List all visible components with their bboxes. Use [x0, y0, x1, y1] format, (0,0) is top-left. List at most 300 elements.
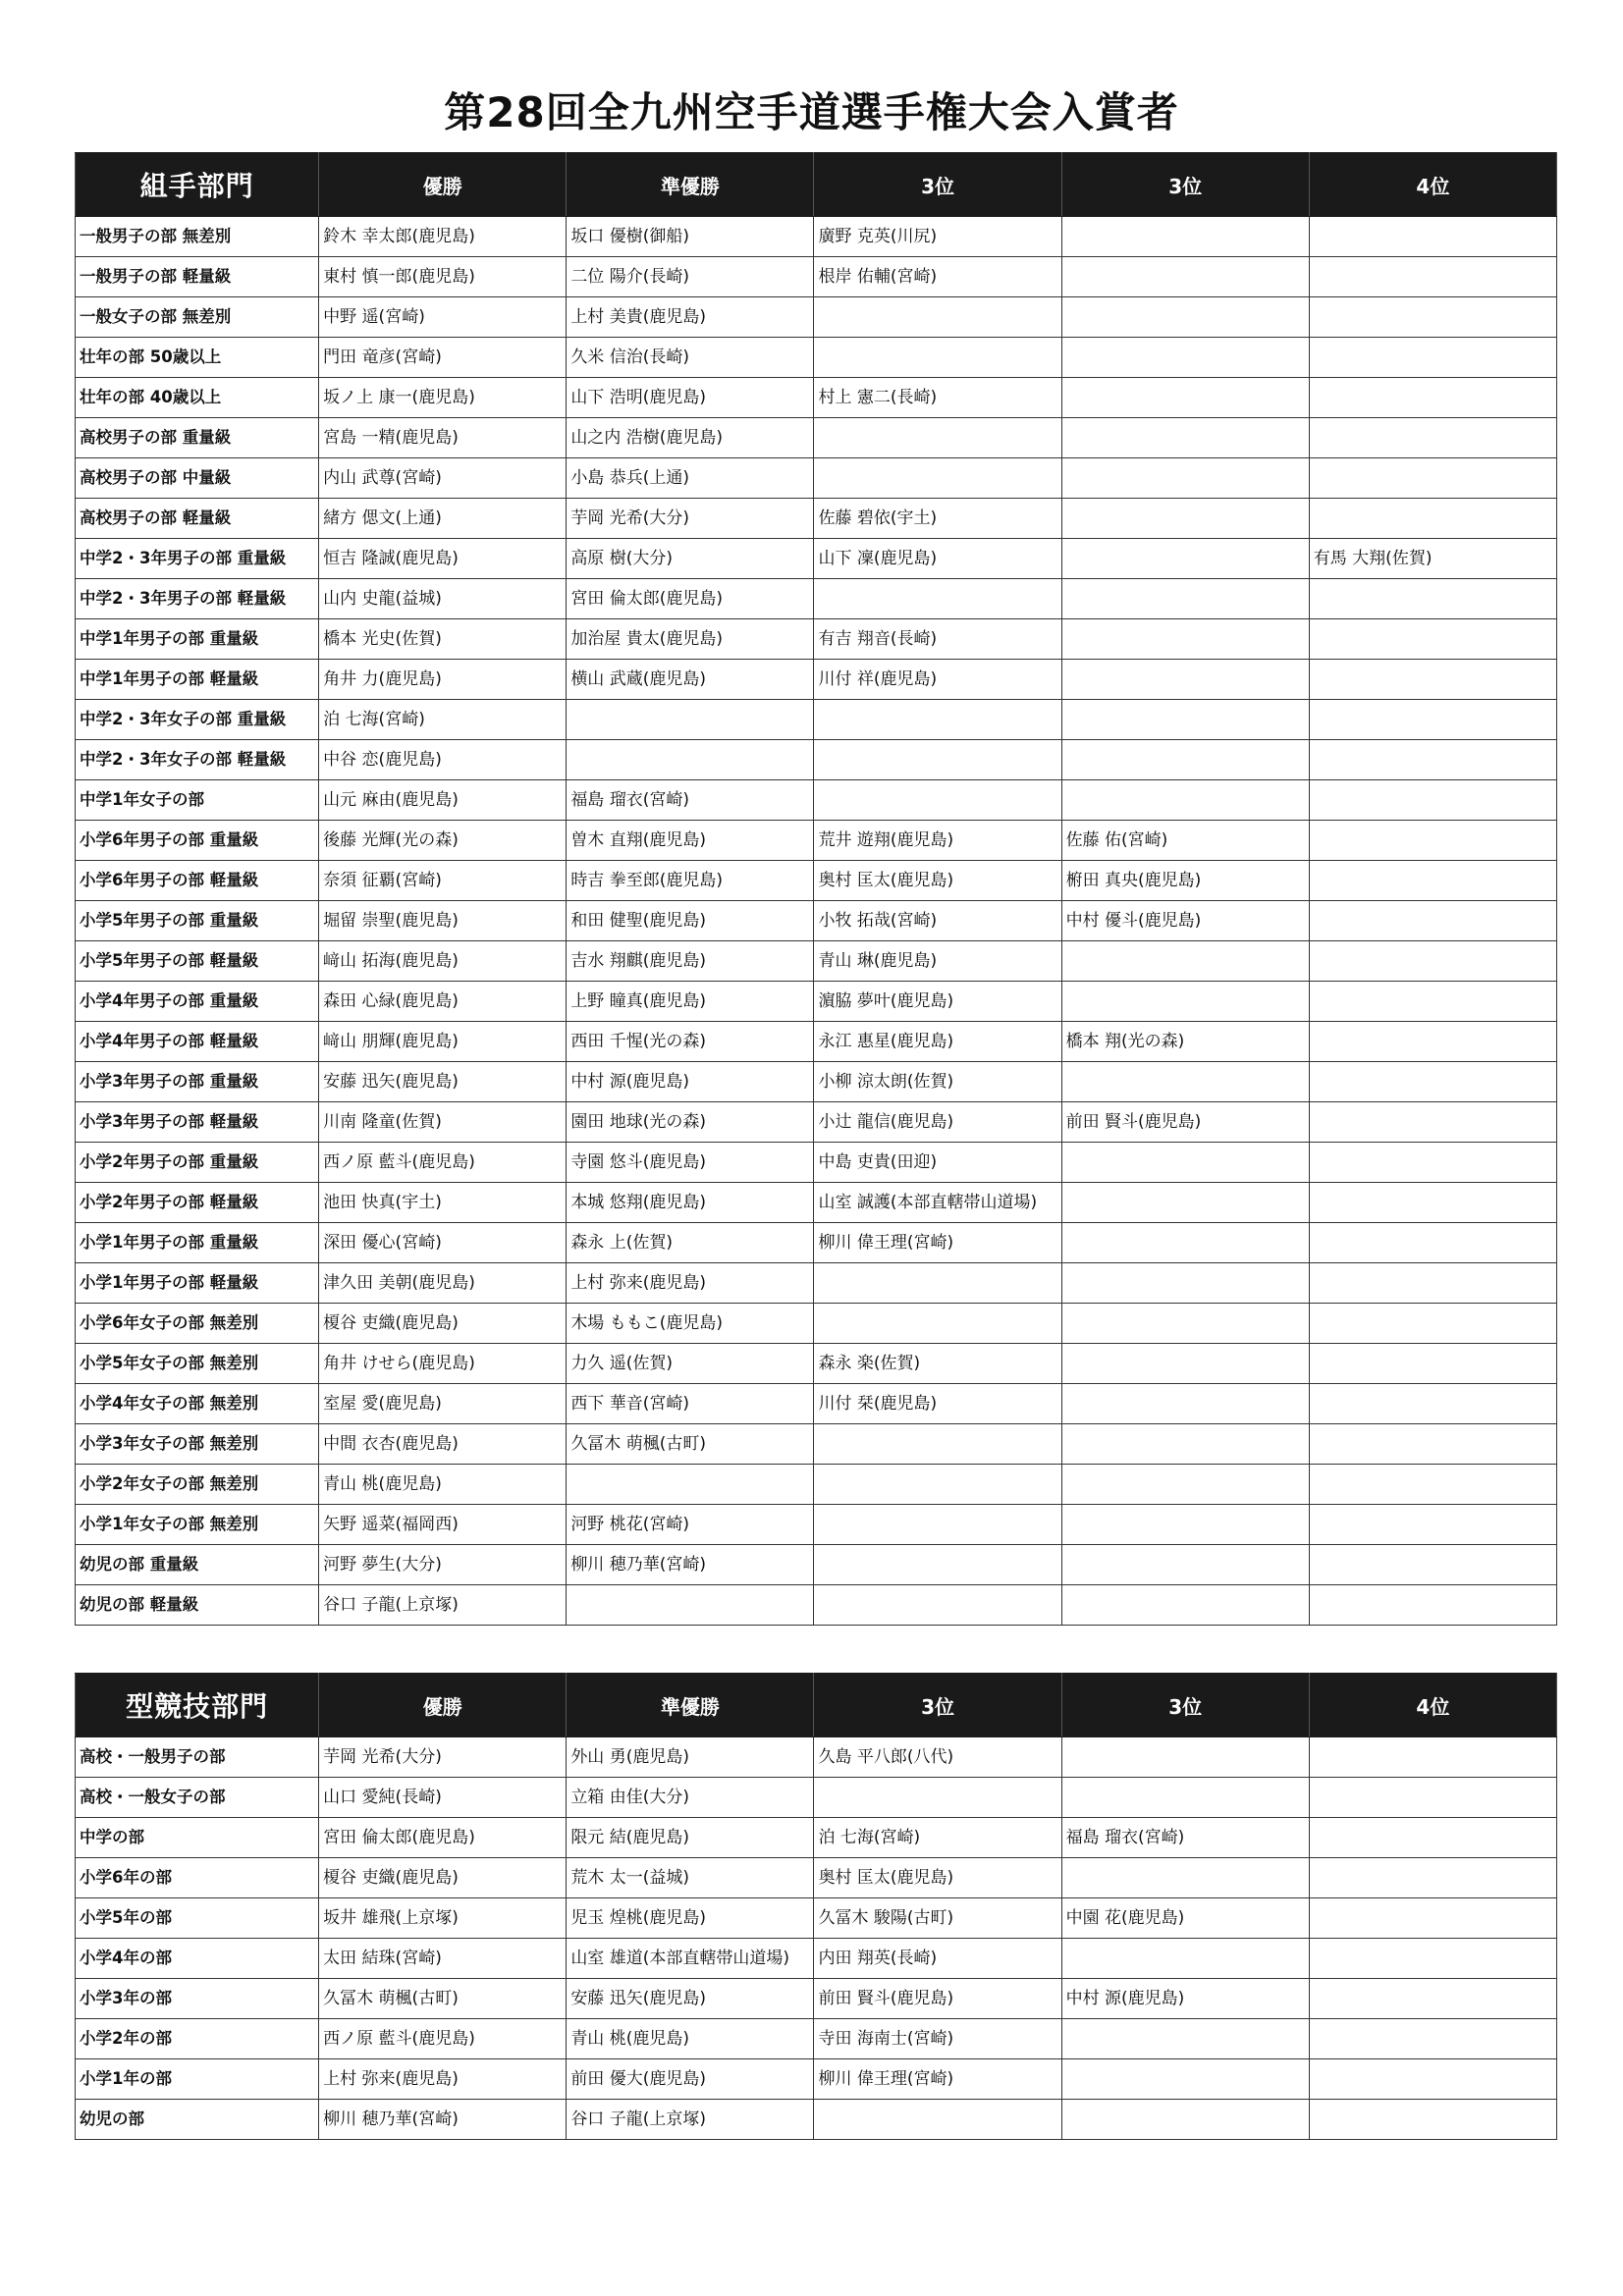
category-cell: 中学の部	[76, 1818, 319, 1858]
winner-cell: 高原 樹(大分)	[567, 539, 814, 579]
winner-cell	[1309, 1465, 1556, 1505]
winner-cell: 芋岡 光希(大分)	[319, 1737, 567, 1778]
category-cell: 小学1年男子の部 軽量級	[76, 1263, 319, 1304]
winner-cell: 久冨木 萌楓(古町)	[319, 1979, 567, 2019]
winner-cell	[1309, 982, 1556, 1022]
winner-cell: 池田 快真(宇土)	[319, 1183, 567, 1223]
winner-cell: 中村 源(鹿児島)	[1061, 1979, 1309, 2019]
winner-cell: 坂ノ上 康一(鹿児島)	[319, 378, 567, 418]
table-row	[76, 1465, 1557, 1505]
winner-cell: 前田 賢斗(鹿児島)	[814, 1979, 1061, 2019]
winner-cell	[814, 1304, 1061, 1344]
winner-cell: 上村 美貴(鹿児島)	[567, 297, 814, 338]
table-row	[76, 2019, 1557, 2059]
winner-cell	[1061, 1778, 1309, 1818]
category-cell: 壮年の部 50歳以上	[76, 338, 319, 378]
category-cell: 中学1年男子の部 重量級	[76, 619, 319, 660]
table-row	[76, 1939, 1557, 1979]
winner-cell	[1061, 1545, 1309, 1585]
table-row	[76, 338, 1557, 378]
winner-cell: 榎谷 吏織(鹿児島)	[319, 1304, 567, 1344]
category-cell: 小学1年男子の部 重量級	[76, 1223, 319, 1263]
winner-cell	[1309, 740, 1556, 780]
category-cell: 小学5年女子の部 無差別	[76, 1344, 319, 1384]
winner-cell	[1061, 780, 1309, 821]
table-row	[76, 1062, 1557, 1102]
winner-cell: 小辻 龍信(鹿児島)	[814, 1102, 1061, 1143]
winner-cell	[1061, 338, 1309, 378]
winner-cell: 横山 武蔵(鹿児島)	[567, 660, 814, 700]
winner-cell: 廣野 克英(川尻)	[814, 217, 1061, 257]
winner-cell	[1061, 1505, 1309, 1545]
winner-cell: 内田 翔英(長崎)	[814, 1939, 1061, 1979]
winner-cell: 深田 優心(宮崎)	[319, 1223, 567, 1263]
winner-cell	[1309, 1737, 1556, 1778]
category-cell: 中学2・3年女子の部 重量級	[76, 700, 319, 740]
winner-cell	[1309, 1505, 1556, 1545]
winner-cell	[1061, 499, 1309, 539]
winner-cell: 椨田 真央(鹿児島)	[1061, 861, 1309, 901]
winner-cell: 角井 力(鹿児島)	[319, 660, 567, 700]
kumite-results-table	[75, 152, 1557, 1626]
winner-cell: 奥村 匡太(鹿児島)	[814, 861, 1061, 901]
winner-cell: 小柳 涼太朗(佐賀)	[814, 1062, 1061, 1102]
kata-third-place-header: 3位	[814, 1674, 1061, 1737]
winner-cell: 西ノ原 藍斗(鹿児島)	[319, 2019, 567, 2059]
table-row	[76, 941, 1557, 982]
winner-cell: 坂口 優樹(御船)	[567, 217, 814, 257]
winner-cell: 門田 竜彦(宮崎)	[319, 338, 567, 378]
winner-cell: 根岸 佑輔(宮崎)	[814, 257, 1061, 297]
winner-cell: 﨑山 拓海(鹿児島)	[319, 941, 567, 982]
winner-cell: 久冨木 駿陽(古町)	[814, 1898, 1061, 1939]
category-cell: 中学1年女子の部	[76, 780, 319, 821]
winner-cell	[1309, 700, 1556, 740]
winner-cell: 西ノ原 藍斗(鹿児島)	[319, 1143, 567, 1183]
winner-cell	[814, 1505, 1061, 1545]
winner-cell	[814, 780, 1061, 821]
winner-cell	[1061, 2100, 1309, 2140]
winner-cell: 限元 結(鹿児島)	[567, 1818, 814, 1858]
table-row	[76, 1102, 1557, 1143]
winner-cell	[1061, 1939, 1309, 1979]
winner-cell	[1309, 1818, 1556, 1858]
winner-cell: 園田 地球(光の森)	[567, 1102, 814, 1143]
winner-cell	[1309, 1143, 1556, 1183]
winner-cell: 鈴木 幸太郎(鹿児島)	[319, 217, 567, 257]
table-row	[76, 1737, 1557, 1778]
category-cell: 小学1年の部	[76, 2059, 319, 2100]
winner-cell: 木場 ももこ(鹿児島)	[567, 1304, 814, 1344]
category-cell: 高校男子の部 中量級	[76, 458, 319, 499]
winner-cell	[1309, 1585, 1556, 1626]
winner-cell: 上村 弥来(鹿児島)	[319, 2059, 567, 2100]
page-title: 第28回全九州空手道選手権大会入賞者	[444, 88, 1179, 136]
winner-cell: 山室 雄道(本部直轄帯山道場)	[567, 1939, 814, 1979]
winner-cell	[814, 579, 1061, 619]
winner-cell: 力久 遥(佐賀)	[567, 1344, 814, 1384]
table-row	[76, 418, 1557, 458]
winner-cell	[1309, 619, 1556, 660]
winner-cell: 森永 楽(佐賀)	[814, 1344, 1061, 1384]
table-row	[76, 217, 1557, 257]
winner-cell: 橋本 光史(佐賀)	[319, 619, 567, 660]
table-row	[76, 821, 1557, 861]
table-row	[76, 740, 1557, 780]
winner-cell	[1309, 1939, 1556, 1979]
winner-cell: 谷口 子龍(上京塚)	[567, 2100, 814, 2140]
winner-cell: 河野 夢生(大分)	[319, 1545, 567, 1585]
category-cell: 小学4年男子の部 重量級	[76, 982, 319, 1022]
kata-header-row	[76, 1674, 1557, 1737]
winner-cell: 青山 桃(鹿児島)	[319, 1465, 567, 1505]
table-row	[76, 780, 1557, 821]
winner-cell: 﨑山 朋輝(鹿児島)	[319, 1022, 567, 1062]
winner-cell	[1061, 1465, 1309, 1505]
table-row	[76, 2059, 1557, 2100]
category-cell: 一般女子の部 無差別	[76, 297, 319, 338]
winner-cell	[1309, 1223, 1556, 1263]
winner-cell	[814, 1585, 1061, 1626]
winner-cell: 加治屋 貴太(鹿児島)	[567, 619, 814, 660]
table-row	[76, 1143, 1557, 1183]
winner-cell: 柳川 穂乃華(宮崎)	[567, 1545, 814, 1585]
winner-cell	[567, 1465, 814, 1505]
category-cell: 中学1年男子の部 軽量級	[76, 660, 319, 700]
kumite-second-place-header: 準優勝	[567, 153, 814, 217]
winner-cell	[1061, 982, 1309, 1022]
category-cell: 小学5年男子の部 軽量級	[76, 941, 319, 982]
winner-cell: 荒木 太一(益城)	[567, 1858, 814, 1898]
winner-cell: 泊 七海(宮崎)	[319, 700, 567, 740]
winner-cell: 後藤 光輝(光の森)	[319, 821, 567, 861]
winner-cell	[1061, 297, 1309, 338]
winner-cell	[1309, 1858, 1556, 1898]
winner-cell	[814, 740, 1061, 780]
category-cell: 小学2年男子の部 重量級	[76, 1143, 319, 1183]
winner-cell	[1309, 338, 1556, 378]
category-cell: 小学3年の部	[76, 1979, 319, 2019]
winner-cell	[1061, 458, 1309, 499]
winner-cell	[1061, 1424, 1309, 1465]
winner-cell: 泊 七海(宮崎)	[814, 1818, 1061, 1858]
table-row	[76, 539, 1557, 579]
winner-cell	[1309, 660, 1556, 700]
winner-cell: 芋岡 光希(大分)	[567, 499, 814, 539]
winner-cell	[1061, 418, 1309, 458]
winner-cell	[1309, 1778, 1556, 1818]
winner-cell: 中間 衣杏(鹿児島)	[319, 1424, 567, 1465]
winner-cell: 寺田 海南士(宮崎)	[814, 2019, 1061, 2059]
winner-cell	[1309, 458, 1556, 499]
kata-results-table	[75, 1673, 1557, 2140]
winner-cell	[1061, 1737, 1309, 1778]
winner-cell	[1309, 418, 1556, 458]
winner-cell	[814, 1465, 1061, 1505]
winner-cell: 堀留 崇聖(鹿児島)	[319, 901, 567, 941]
winner-cell	[1309, 1102, 1556, 1143]
winner-cell	[1061, 2019, 1309, 2059]
winner-cell: 山口 愛純(長崎)	[319, 1778, 567, 1818]
winner-cell: 中園 花(鹿児島)	[1061, 1898, 1309, 1939]
table-row	[76, 1898, 1557, 1939]
table-row	[76, 619, 1557, 660]
winner-cell: 青山 琳(鹿児島)	[814, 941, 1061, 982]
winner-cell	[814, 418, 1061, 458]
winner-cell: 奥村 匡太(鹿児島)	[814, 1858, 1061, 1898]
table-row	[76, 1344, 1557, 1384]
winner-cell: 柳川 穂乃華(宮崎)	[319, 2100, 567, 2140]
winner-cell	[1061, 1585, 1309, 1626]
winner-cell: 佐藤 碧依(宇土)	[814, 499, 1061, 539]
winner-cell	[814, 2100, 1061, 2140]
winner-cell	[1309, 1545, 1556, 1585]
winner-cell: 柳川 偉王理(宮崎)	[814, 1223, 1061, 1263]
table-row	[76, 257, 1557, 297]
winner-cell: 和田 健聖(鹿児島)	[567, 901, 814, 941]
table-row	[76, 378, 1557, 418]
winner-cell: 榎谷 吏織(鹿児島)	[319, 1858, 567, 1898]
winner-cell: 立箱 由佳(大分)	[567, 1778, 814, 1818]
winner-cell: 佐藤 佑(宮崎)	[1061, 821, 1309, 861]
category-cell: 小学6年男子の部 軽量級	[76, 861, 319, 901]
table-row	[76, 861, 1557, 901]
winner-cell: 太田 結珠(宮崎)	[319, 1939, 567, 1979]
winner-cell: 永江 惠星(鹿児島)	[814, 1022, 1061, 1062]
table-row	[76, 1183, 1557, 1223]
winner-cell: 久米 信治(長崎)	[567, 338, 814, 378]
winner-cell: 河野 桃花(宮崎)	[567, 1505, 814, 1545]
winner-cell: 中谷 恋(鹿児島)	[319, 740, 567, 780]
winner-cell: 宮田 倫太郎(鹿児島)	[319, 1818, 567, 1858]
winner-cell	[1309, 1062, 1556, 1102]
winner-cell: 前田 優大(鹿児島)	[567, 2059, 814, 2100]
kumite-first-place-header: 優勝	[319, 153, 567, 217]
winner-cell	[567, 1585, 814, 1626]
winner-cell: 山下 凜(鹿児島)	[814, 539, 1061, 579]
category-cell: 一般男子の部 軽量級	[76, 257, 319, 297]
winner-cell	[814, 1545, 1061, 1585]
table-row	[76, 1263, 1557, 1304]
winner-cell: 有吉 翔音(長崎)	[814, 619, 1061, 660]
table-row	[76, 579, 1557, 619]
winner-cell: 谷口 子龍(上京塚)	[319, 1585, 567, 1626]
winner-cell	[1309, 1898, 1556, 1939]
winner-cell: 二位 陽介(長崎)	[567, 257, 814, 297]
winner-cell	[1309, 217, 1556, 257]
winner-cell: 青山 桃(鹿児島)	[567, 2019, 814, 2059]
table-row	[76, 499, 1557, 539]
winner-cell: 山内 史龍(益城)	[319, 579, 567, 619]
winner-cell: 室屋 愛(鹿児島)	[319, 1384, 567, 1424]
category-cell: 小学2年女子の部 無差別	[76, 1465, 319, 1505]
winner-cell: 西田 千惺(光の森)	[567, 1022, 814, 1062]
winner-cell	[1309, 378, 1556, 418]
winner-cell	[814, 1263, 1061, 1304]
winner-cell: 濵脇 夢叶(鹿児島)	[814, 982, 1061, 1022]
table-row	[76, 1979, 1557, 2019]
category-cell: 中学2・3年男子の部 重量級	[76, 539, 319, 579]
winner-cell	[1309, 1384, 1556, 1424]
winner-cell	[1309, 861, 1556, 901]
winner-cell: 西下 華音(宮崎)	[567, 1384, 814, 1424]
winner-cell	[1309, 1263, 1556, 1304]
winner-cell: 宮島 一精(鹿児島)	[319, 418, 567, 458]
table-row	[76, 1858, 1557, 1898]
table-row	[76, 2100, 1557, 2140]
winner-cell	[1309, 1344, 1556, 1384]
winner-cell	[1061, 700, 1309, 740]
winner-cell: 曽木 直翔(鹿児島)	[567, 821, 814, 861]
winner-cell	[1061, 660, 1309, 700]
winner-cell	[567, 740, 814, 780]
winner-cell: 恒吉 隆誠(鹿児島)	[319, 539, 567, 579]
kata-section-title: 型競技部門	[76, 1674, 319, 1737]
winner-cell	[1309, 499, 1556, 539]
table-row	[76, 1818, 1557, 1858]
winner-cell	[1061, 740, 1309, 780]
category-cell: 小学4年男子の部 軽量級	[76, 1022, 319, 1062]
winner-cell	[1309, 257, 1556, 297]
winner-cell	[814, 458, 1061, 499]
winner-cell: 荒井 遊翔(鹿児島)	[814, 821, 1061, 861]
winner-cell: 東村 慎一郎(鹿児島)	[319, 257, 567, 297]
kata-second-place-header: 準優勝	[567, 1674, 814, 1737]
winner-cell	[1061, 2059, 1309, 2100]
category-cell: 小学3年男子の部 軽量級	[76, 1102, 319, 1143]
table-row	[76, 1424, 1557, 1465]
winner-cell: 川付 祥(鹿児島)	[814, 660, 1061, 700]
winner-cell: 安藤 迅矢(鹿児島)	[319, 1062, 567, 1102]
kata-first-place-header: 優勝	[319, 1674, 567, 1737]
winner-cell	[1061, 1384, 1309, 1424]
winner-cell	[1061, 619, 1309, 660]
winner-cell	[814, 297, 1061, 338]
winner-cell: 橋本 翔(光の森)	[1061, 1022, 1309, 1062]
table-row	[76, 1304, 1557, 1344]
winner-cell	[814, 1424, 1061, 1465]
winner-cell: 上村 弥来(鹿児島)	[567, 1263, 814, 1304]
winner-cell	[1309, 1183, 1556, 1223]
winner-cell	[1061, 1223, 1309, 1263]
winner-cell	[1309, 2019, 1556, 2059]
category-cell: 小学3年女子の部 無差別	[76, 1424, 319, 1465]
winner-cell: 緒方 偲文(上通)	[319, 499, 567, 539]
kata-fourth-place-header: 4位	[1309, 1674, 1556, 1737]
category-cell: 小学4年の部	[76, 1939, 319, 1979]
table-row	[76, 1223, 1557, 1263]
winner-cell: 坂井 雄飛(上京塚)	[319, 1898, 567, 1939]
winner-cell: 山下 浩明(鹿児島)	[567, 378, 814, 418]
table-row	[76, 1384, 1557, 1424]
kumite-third-place-header: 3位	[1061, 153, 1309, 217]
winner-cell	[1309, 2059, 1556, 2100]
winner-cell	[1309, 821, 1556, 861]
category-cell: 高校男子の部 軽量級	[76, 499, 319, 539]
winner-cell: 小島 恭兵(上通)	[567, 458, 814, 499]
winner-cell	[1061, 539, 1309, 579]
winner-cell: 有馬 大翔(佐賀)	[1309, 539, 1556, 579]
kumite-section-title: 組手部門	[76, 153, 319, 217]
kumite-third-place-header: 3位	[814, 153, 1061, 217]
category-cell: 小学5年の部	[76, 1898, 319, 1939]
table-row	[76, 458, 1557, 499]
category-cell: 一般男子の部 無差別	[76, 217, 319, 257]
winner-cell: 川付 栞(鹿児島)	[814, 1384, 1061, 1424]
winner-cell	[1061, 1858, 1309, 1898]
winner-cell	[1309, 941, 1556, 982]
winner-cell	[1309, 1304, 1556, 1344]
winner-cell	[1061, 1344, 1309, 1384]
category-cell: 高校・一般男子の部	[76, 1737, 319, 1778]
table-row	[76, 1022, 1557, 1062]
table-row	[76, 1585, 1557, 1626]
winner-cell	[1309, 1979, 1556, 2019]
winner-cell: 外山 勇(鹿児島)	[567, 1737, 814, 1778]
table-row	[76, 660, 1557, 700]
category-cell: 小学1年女子の部 無差別	[76, 1505, 319, 1545]
winner-cell: 久冨木 萌楓(古町)	[567, 1424, 814, 1465]
winner-cell: 津久田 美朝(鹿児島)	[319, 1263, 567, 1304]
category-cell: 中学2・3年男子の部 軽量級	[76, 579, 319, 619]
winner-cell	[1309, 780, 1556, 821]
winner-cell: 安藤 迅矢(鹿児島)	[567, 1979, 814, 2019]
winner-cell: 小牧 拓哉(宮崎)	[814, 901, 1061, 941]
winner-cell	[1309, 1022, 1556, 1062]
winner-cell	[1061, 378, 1309, 418]
winner-cell: 内山 武尊(宮崎)	[319, 458, 567, 499]
winner-cell	[814, 338, 1061, 378]
winner-cell	[814, 700, 1061, 740]
table-row	[76, 1778, 1557, 1818]
winner-cell	[567, 700, 814, 740]
winner-cell: 山元 麻由(鹿児島)	[319, 780, 567, 821]
winner-cell: 久島 平八郎(八代)	[814, 1737, 1061, 1778]
winner-cell: 川南 隆童(佐賀)	[319, 1102, 567, 1143]
category-cell: 小学4年女子の部 無差別	[76, 1384, 319, 1424]
winner-cell: 森田 心緑(鹿児島)	[319, 982, 567, 1022]
winner-cell	[1061, 257, 1309, 297]
kumite-fourth-place-header: 4位	[1309, 153, 1556, 217]
winner-cell	[1061, 941, 1309, 982]
table-row	[76, 1505, 1557, 1545]
winner-cell: 角井 けせら(鹿児島)	[319, 1344, 567, 1384]
winner-cell: 福島 瑠衣(宮崎)	[1061, 1818, 1309, 1858]
winner-cell	[1061, 1183, 1309, 1223]
winner-cell: 中村 優斗(鹿児島)	[1061, 901, 1309, 941]
category-cell: 小学5年男子の部 重量級	[76, 901, 319, 941]
winner-cell: 福島 瑠衣(宮崎)	[567, 780, 814, 821]
category-cell: 小学6年の部	[76, 1858, 319, 1898]
category-cell: 高校・一般女子の部	[76, 1778, 319, 1818]
category-cell: 小学3年男子の部 重量級	[76, 1062, 319, 1102]
winner-cell	[1309, 1424, 1556, 1465]
winner-cell: 宮田 倫太郎(鹿児島)	[567, 579, 814, 619]
kumite-header-row	[76, 153, 1557, 217]
winner-cell	[814, 1778, 1061, 1818]
table-row	[76, 901, 1557, 941]
winner-cell	[1061, 1304, 1309, 1344]
winner-cell	[1309, 901, 1556, 941]
category-cell: 小学6年男子の部 重量級	[76, 821, 319, 861]
winner-cell: 山之内 浩樹(鹿児島)	[567, 418, 814, 458]
winner-cell	[1309, 2100, 1556, 2140]
category-cell: 高校男子の部 重量級	[76, 418, 319, 458]
category-cell: 小学6年女子の部 無差別	[76, 1304, 319, 1344]
winner-cell	[1061, 1062, 1309, 1102]
kata-third-place-header: 3位	[1061, 1674, 1309, 1737]
winner-cell	[1061, 579, 1309, 619]
